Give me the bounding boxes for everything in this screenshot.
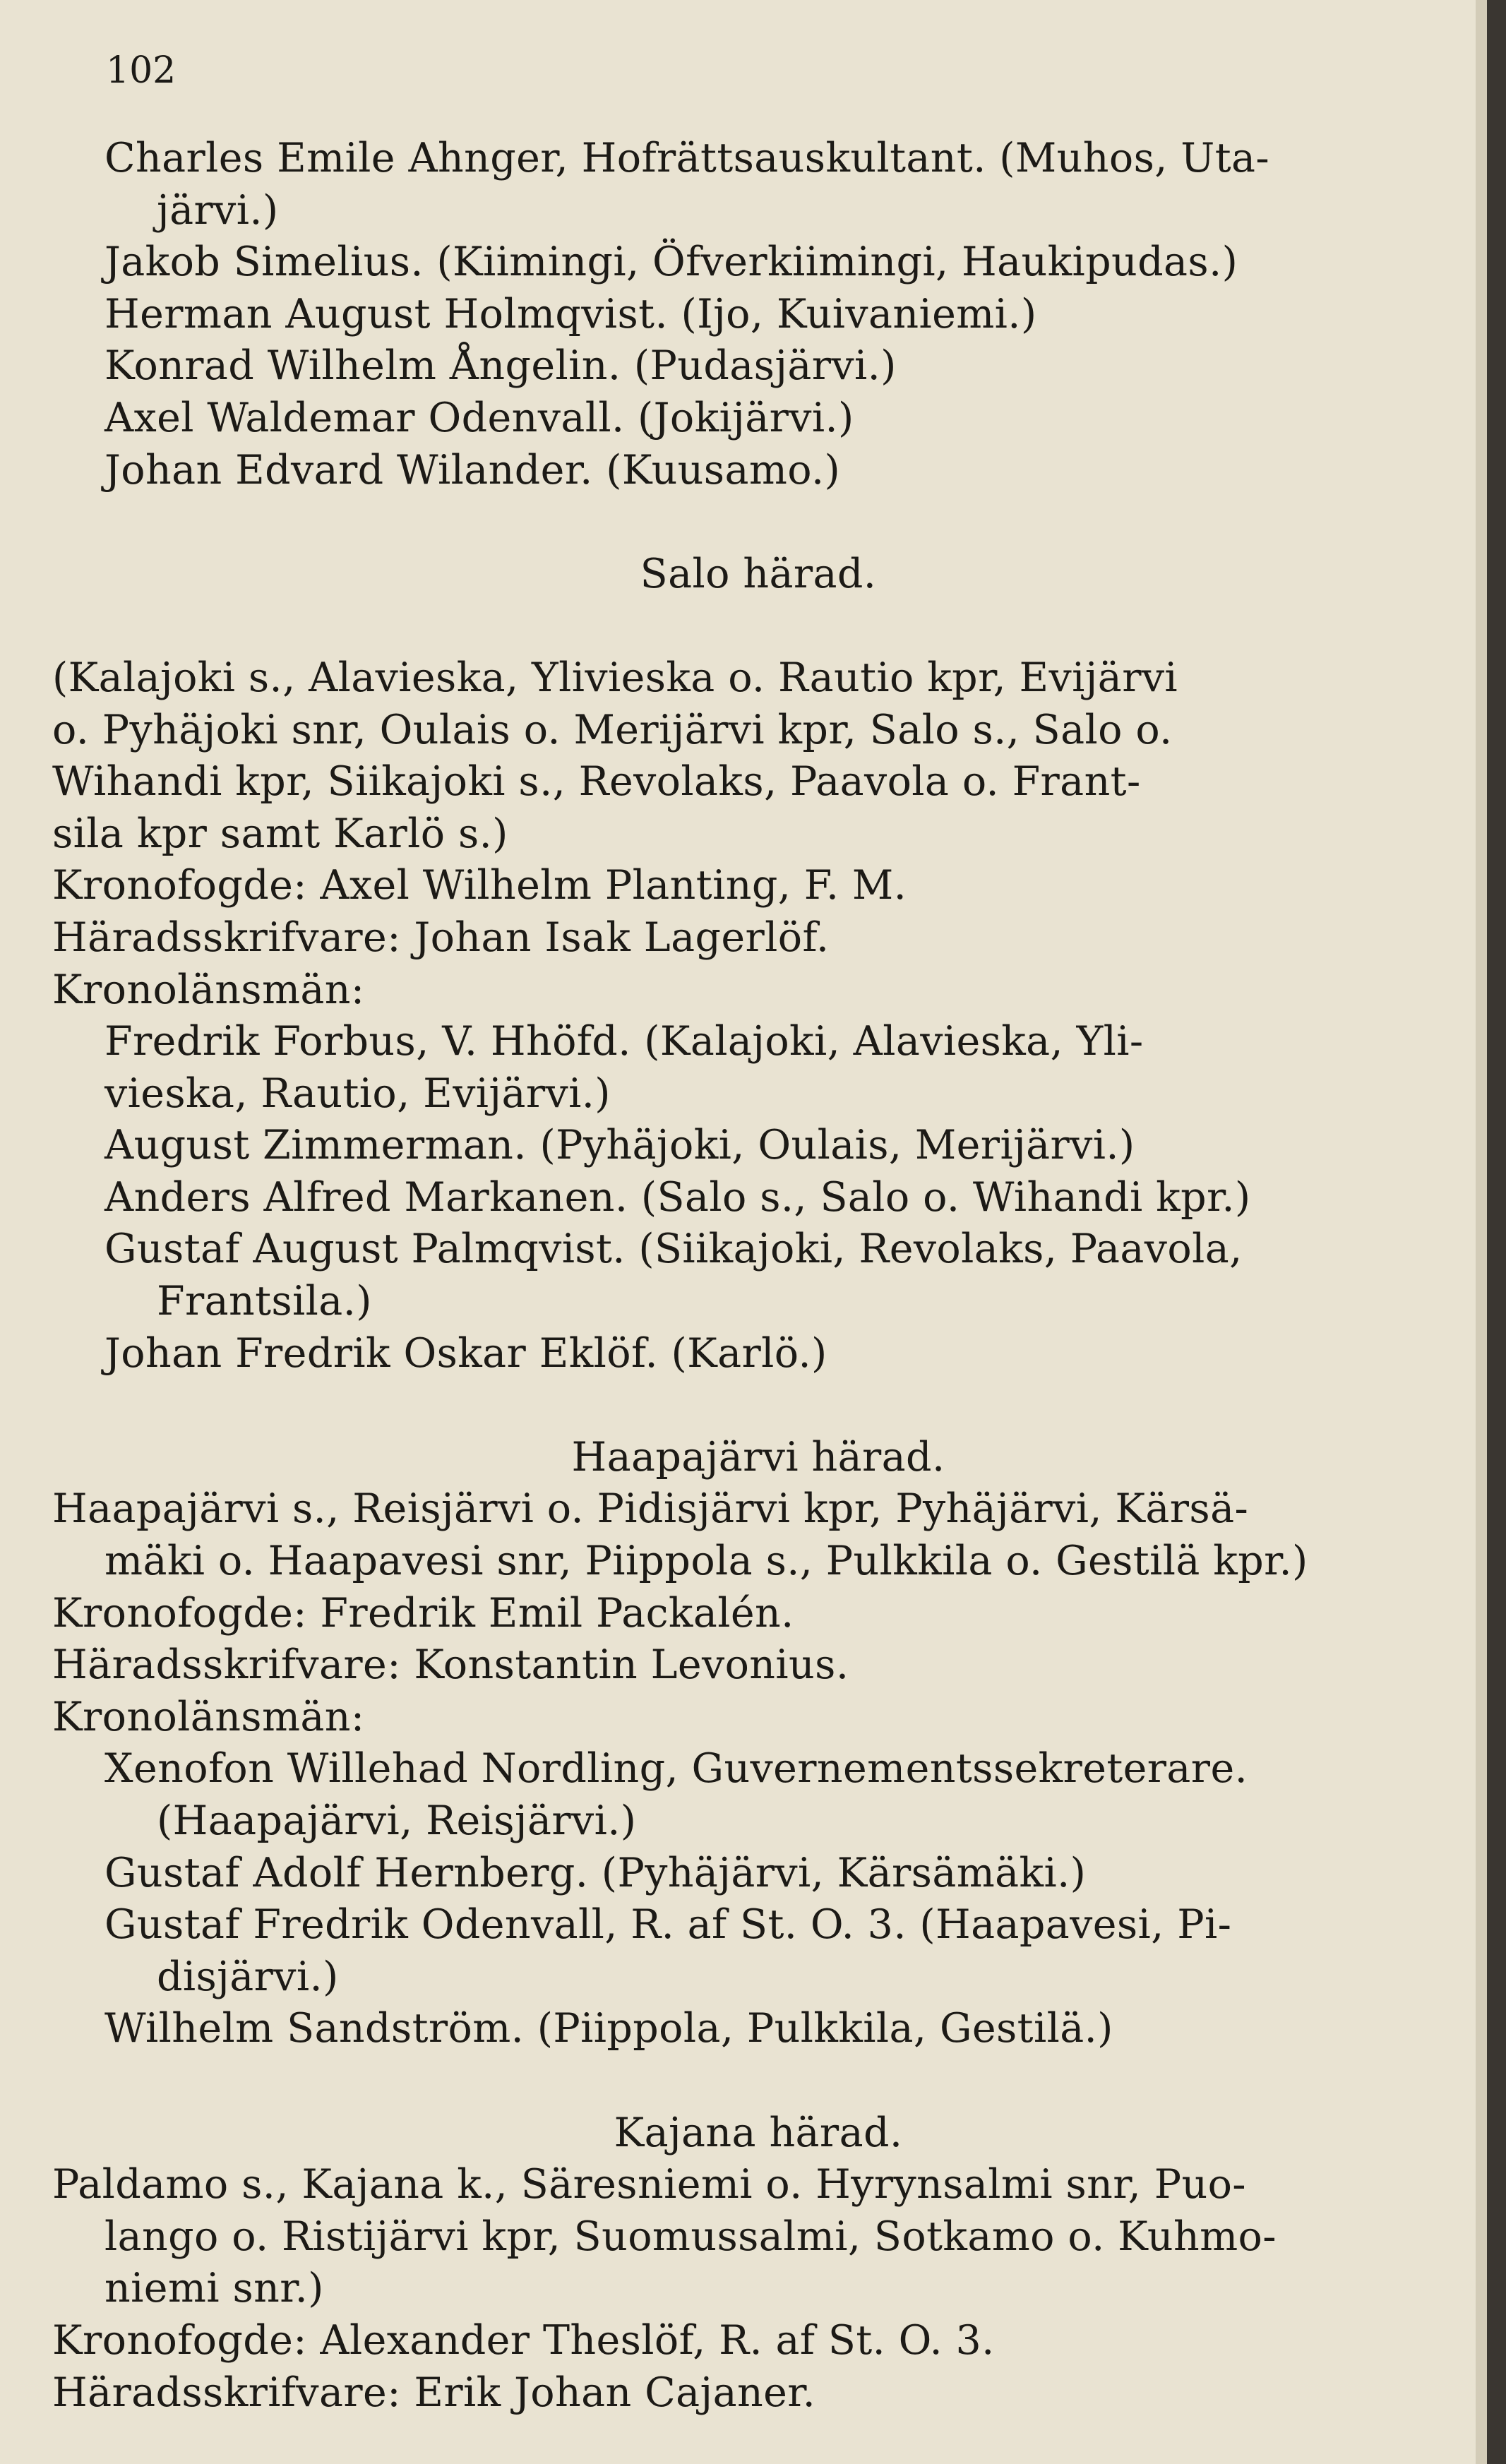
text-line: o. Pyhäjoki snr, Oulais o. Merijärvi kpr, Salo s., Salo o. [52,706,1173,753]
text-line: mäki o. Haapavesi snr, Piippola s., Pulkkila o. Gestilä kpr.) [104,1538,1308,1585]
text-line: (Haapajärvi, Reisjärvi.) [157,1798,637,1844]
page-edge-shadow [1476,0,1487,2464]
text-line: Frantsila.) [157,1278,372,1325]
page-number: 102 [106,49,177,92]
page-edge [1487,0,1506,2464]
text-line: Wihandi kpr, Siikajoki s., Revolaks, Paavola o. Frant- [52,758,1141,806]
text-line: Johan Edvard Wilander. (Kuusamo.) [104,446,841,494]
text-line: Häradsskrifvare: Erik Johan Cajaner. [52,2369,816,2416]
text-line: Jakob Simelius. (Kiimingi, Öfverkiimingi, Haukipudas.) [104,239,1238,286]
text-line: järvi.) [157,186,279,234]
text-line: Fredrik Forbus, V. Hhöfd. (Kalajoki, Alavieska, Yli- [104,1018,1144,1065]
text-line: Xenofon Willehad Nordling, Guvernementssekreterare. [104,1745,1248,1793]
text-line: Kronofogde: Fredrik Emil Packalén. [52,1589,794,1637]
section-heading: Salo härad. [640,550,877,597]
text-line: Paldamo s., Kajana k., Säresniemi o. Hyrynsalmi snr, Puo- [52,2161,1246,2208]
text-line: Kronolänsmän: [52,1693,365,1740]
oulu-continued-section [52,133,1464,496]
text-line: Häradsskrifvare: Konstantin Levonius. [52,1641,849,1689]
text-line: sila kpr samt Karlö s.) [52,810,508,857]
text-line: Herman August Holmqvist. (Ijo, Kuivaniemi.) [104,290,1037,337]
salo-section [52,549,1464,1380]
text-line: August Zimmerman. (Pyhäjoki, Oulais, Merijärvi.) [104,1122,1135,1169]
kajana-section [52,2107,1464,2420]
section-heading: Kajana härad. [614,2109,903,2156]
text-line: Haapajärvi s., Reisjärvi o. Pidisjärvi kpr, Pyhäjärvi, Kärsä- [52,1485,1249,1533]
text-line: Charles Emile Ahnger, Hofrättsauskultant. (Muhos, Uta- [104,135,1270,181]
text-line: Häradsskrifvare: Johan Isak Lagerlöf. [52,914,830,961]
text-line: Kronofogde: Axel Wilhelm Planting, F. M. [52,862,907,909]
text-line: Konrad Wilhelm Ångelin. (Pudasjärvi.) [104,342,897,390]
text-line: (Kalajoki s., Alavieska, Ylivieska o. Rautio kpr, Evijärvi [52,654,1178,701]
text-line: Wilhelm Sandström. (Piippola, Pulkkila, Gestilä.) [104,2005,1113,2052]
text-line: niemi snr.) [104,2265,324,2312]
text-line: Axel Waldemar Odenvall. (Jokijärvi.) [104,394,854,441]
text-line: Kronolänsmän: [52,966,365,1013]
page-text [52,133,1464,2419]
text-line: disjärvi.) [157,1953,339,2000]
haapajarvi-section [52,1432,1464,2055]
text-line: vieska, Rautio, Evijärvi.) [104,1070,611,1117]
text-line: Gustaf Adolf Hernberg. (Pyhäjärvi, Kärsämäki.) [104,1849,1087,1896]
text-line: Johan Fredrik Oskar Eklöf. (Karlö.) [104,1329,827,1377]
text-line: Anders Alfred Markanen. (Salo s., Salo o. Wihandi kpr.) [104,1173,1251,1221]
text-line: Gustaf August Palmqvist. (Siikajoki, Revolaks, Paavola, [104,1226,1243,1273]
text-line: Gustaf Fredrik Odenvall, R. af St. O. 3. (Haapavesi, Pi- [104,1901,1232,1949]
section-heading: Haapajärvi härad. [571,1433,945,1481]
text-line: Kronofogde: Alexander Theslöf, R. af St. O. 3. [52,2316,995,2364]
text-line: lango o. Ristijärvi kpr, Suomussalmi, Sotkamo o. Kuhmo- [104,2213,1277,2260]
